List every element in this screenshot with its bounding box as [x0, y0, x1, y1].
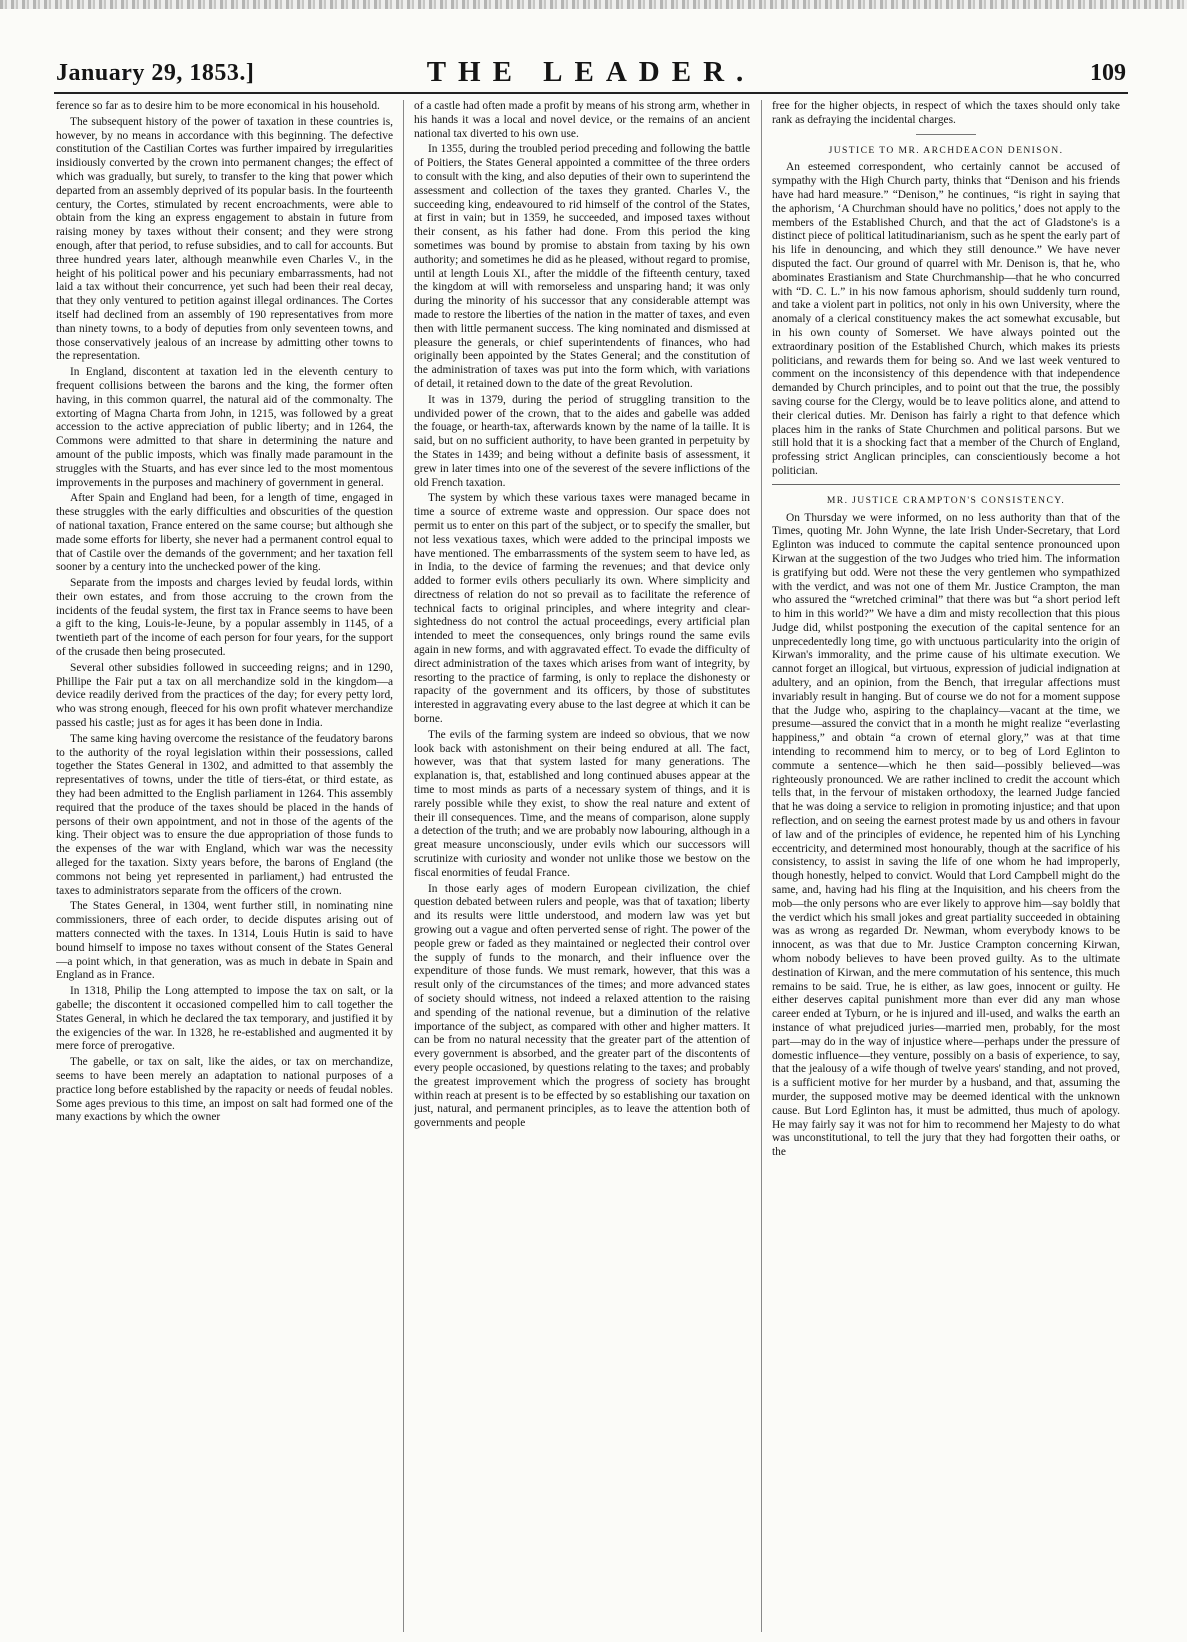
paragraph: It was in 1379, during the period of struggling transition to the undivided power of the crown, that to the aides and gabelle was added the fouage, or hearth-tax, afterwards known by the name of la taille. It is said, but on no sufficient authority, to have been granted in perpetuity by the States in 1439; and being without a definite basis of assessment, it grew in later times into one of the severest of the severe inflictions of the old French taxation. — [414, 393, 750, 489]
newspaper-title: THE LEADER. — [426, 56, 756, 88]
paragraph: free for the higher objects, in respect of which the taxes should only take rank as defraying the incidental charges. — [772, 100, 1120, 126]
paragraph: of a castle had often made a profit by means of his strong arm, whether in his hands it was a local and novel device, or the remains of an ancient national tax diverted to his own use. — [414, 100, 750, 140]
paragraph: The States General, in 1304, went further still, in nominating nine commissioners, three of each order, to decide disputes arising out of matters connected with the taxes. In 1314, Louis Hutin is said to have bound himself to impose no taxes without consent of the States General—a point which, in that generation, was as much in debate in Spain and England as in France. — [56, 900, 393, 982]
section-rule — [772, 484, 1120, 485]
masthead-rule — [54, 92, 1128, 94]
column-3 — [772, 100, 1120, 1632]
scan-edge-strip — [0, 0, 1187, 9]
paragraph: In 1318, Philip the Long attempted to impose the tax on salt, or la gabelle; the discontent it occasioned compelled him to call together the States General, in which he declared the tax temporary, and justified it by the exigencies of the war. In 1328, he re-established and augmented it by mere force of prerogative. — [56, 985, 393, 1053]
paragraph: On Thursday we were informed, on no less authority than that of the Times, quoting Mr. John Wynne, the late Irish Under-Secretary, that Lord Eglinton was induced to commute the capital sentence pronounced upon Kirwan at the suggestion of the two Judges who tried him. The information is gratifying but odd. Were not these the very gentlemen who sympathized with the verdict, and was not one of them Mr. Justice Crampton, the man who assured the “wretched criminal” that there was but “a short period left to him in this world?” We have a dim and misty recollection that this pious Judge did, whilst postponing the execution of the capital sentence for an unprecedentedly long time, go with unctuous particularity into the origin of Kirwan's immorality, and the prime cause of his ultimate execution. We cannot forget an illogical, but virtuous, expression of judicial indignation at adultery, and an opinion, from the Bench, that irregular affections must invariably result in hanging. But of course we do not for a moment suppose that the Judge who, aspiring to the chaplaincy—vacant at the time, we presume—assured the convict that in a month he might realize “everlasting happiness,” and obtain “a crown of eternal glory,” was at that time intending to recommend him to mercy, or to beg of Lord Eglinton to commute a sentence—which he then said—possibly believed—was righteously pronounced. We are rather inclined to credit the account which tells that, in the fervour of mistaken orthodoxy, the learned Judge fancied that he was doing a service to religion in promoting injustice; and that upon reflection, and on seeing the earnest protest made by us and others in favour of law and of the principles of evidence, he repented him of his Lynching eccentricity, and determined most honourably, though at the sacrifice of his consistency, to assist in saving the life of one whom he had improperly, though honestly, helped to convict. Would that Lord Campbell might do the same, and, having had his fling at the Inquisition, and his cheers from the mob—the only persons who are ever likely to approve him—say boldly that the verdict which his small jokes and great partiality succeeded in obtaining was as wrong as regarded Dr. Newman, whom everybody knows to be innocent, as was that due to Mr. Justice Crampton concerning Kirwan, whom nobody believes to have been proved guilty. As to the ultimate destination of Kirwan, and the mere commutation of his sentence, this much remains to be said. True, he is either, as law goes, innocent or guilty. He either deserves capital punishment more than ever did any man whose career ended at Tyburn, or he is injured and ill-used, and walks the earth an instance of what prejudiced juries—married men, probably, for the most part—may do in the way of injustice where—perhaps under the pressure of domestic influence—they venture, possibly on a basis of experience, to say, that the jealousy of a wife though of twelve years' standing, and not proved, is a sufficient motive for her murder by a husband, and that, assuming the murder, the supposed motive may be deemed identical with the unknown cause. But Lord Eglinton has, it must be admitted, thus much of apology. He may fairly say it was not for him to recommend her Majesty to do what was unconstitutional, to tell the jury that they had forgotten their oaths, or the — [772, 511, 1120, 1159]
section-heading-crampton: MR. JUSTICE CRAMPTON'S CONSISTENCY. — [826, 494, 1066, 506]
column-1 — [56, 100, 393, 1632]
paragraph: An esteemed correspondent, who certainly cannot be accused of sympathy with the High Church party, thinks that “Denison and his friends have had hard measure.” “Denison,” he continues, “is right in saying that the aphorism, ‘A Churchman should have no politics,’ does not apply to the members of the Established Church, and that the act of Gladstone's is a distinct piece of political latitudinarianism, such as he spent the early part of his life in denouncing, and which they still denounce.” We have never disputed the fact. Our ground of quarrel with Mr. Denison is, that he, who abominates Erastianism and State Churchmanship—that he who concurred with “D. C. L.” in his now famous aphorism, should suddenly turn round, and take a violent part in politics, not only in his own University, where the anomaly of a clerical constituency makes the act somewhat excusable, but in his own county of Somerset. We have always pointed out the extraordinary position of the Established Church, which makes its priests politicians, and rewards them for being so. And we last week ventured to comment on the inconsistency of this dependence with that independence demanded by Church principles, and to point out that the true, the possibly saving course for the Clergy, would be to leave politics alone, and attend to their clerical duties. Mr. Denison has fairly a right to that defence which places him in the ranks of State Churchmen and political parsons. But we still hold that it is a shocking fact that a member of the Church of England, professing strict Anglican principles, can conscientiously become a hot politician. — [772, 161, 1120, 477]
paragraph: The same king having overcome the resistance of the feudatory barons to the authority of the royal legislation within their possessions, called together the States General in 1302, and admitted to that assembly the representatives of towns, under the title of tiers-état, or third estate, as they had been admitted to the English parliament in 1264. This assembly required that the produce of the taxes should be placed in the hands of persons of their own appointment, and not in those of the agents of the king. Their object was to ensure the due appropriation of those funds to the expenses of the war with England, which war was the necessity alleged for the taxation. Sixty years before, the barons of England (the commons not being yet represented in parliament,) had entrusted the taxes to administrators separate from the officers of the crown. — [56, 732, 393, 897]
paragraph: Separate from the imposts and charges levied by feudal lords, within their own estates, and from those accruing to the crown from the incidents of the feudal system, the first tax in France seems to have been a gift to the king, Louis-le-Jeune, by a popular assembly in 1145, of a twentieth part of the income of each person for four years, for the support of the crusade then being prosecuted. — [56, 577, 393, 659]
column-divider — [761, 100, 762, 1632]
paragraph: In 1355, during the troubled period preceding and following the battle of Poitiers, the States General appointed a committee of the three orders to consult with the king, and also deputies of their own to superintend the assessment and collection of the taxes they granted. Charles V., the succeeding king, endeavoured to rid himself of the control of the States, at first in vain; but in 1359, he succeeded, and imposed taxes without their consent, as his father had done. From this period the king sometimes was bound by promise to abstain from taxing by his own authority; and sometimes he did as he pleased, without regard to promise, until at length Louis XI., after the middle of the fifteenth century, taxed the kingdom at will with remorseless and unsparing hand; it was only during the minority of his successor that any considerable attempt was made to restore the liberties of the nation in the matter of taxes, and even then with little permanent success. The king nominated and dismissed at pleasure the generals, or chief superintendents of finances, who had originally been appointed by the States General; and the constitution of the administration of taxes was put into the form which, with variations of detail, it retained down to the date of the great Revolution. — [414, 143, 750, 390]
paragraph: In those early ages of modern European civilization, the chief question debated between rulers and people, was that of taxation; liberty and its results were little understood, and modern law was yet but growing out a vague and often perverted sense of right. The power of the people grew or faded as they maintained or neglected their control over the supply of funds to the monarch, and their influence over the expenditure of those funds. We must remark, however, that this was a result only of the circumstances of the times; and more advanced states of society should witness, not indeed a relaxed attention to the raising and spending of the national revenue, but a diminution of the relative importance of the subject, as compared with other and higher matters. It can be from no natural necessity that the greater part of the attention of every government is absorbed, and the greater part of the discontents of every people occasioned, by questions relating to the taxes; and probably the greatest improvement which the progress of society has brought within reach at present is to be effected by so establishing our taxation on just, natural, and permanent principles, as to leave the attention both of governments and people — [414, 882, 750, 1130]
issue-date: January 29, 1853.] — [56, 60, 255, 86]
section-heading-denison: JUSTICE TO MR. ARCHDEACON DENISON. — [828, 144, 1064, 156]
section-rule — [916, 134, 976, 135]
paragraph: The system by which these various taxes were managed became in time a source of extreme waste and oppression. Our space does not permit us to enter on this part of the subject, or to specify the smaller, but not less vexatious taxes, which were added to the principal imposts we have mentioned. The embarrassments of the system seem to have led, as in India, to the device of farming the revenues; and that device only added to former evils others peculiarly its own. Where simplicity and directness of relation do not so prevail as to facilitate the reference of technical facts to original principles, and where integrity and clear-sightedness do not control the actual proceedings, every artificial plan intended to meet the consequences, only brings round the same evils again in new forms, and with aggravated effect. To evade the difficulty of direct administration of the taxes which arises from want of integrity, by resorting to the practice of farming, is only to replace the dishonesty or rapacity of the government and its officers, by those of substitutes interested in aggravating every abuse to the last degree at which it can be borne. — [414, 492, 750, 726]
paragraph: ference so far as to desire him to be more economical in his household. — [56, 100, 380, 112]
paragraph: Several other subsidies followed in succeeding reigns; and in 1290, Phillipe the Fair put a tax on all merchandize sold in the kingdom—a device readily derived from the practices of the day; for every petty lord, who was strong enough, fleeced for his own profit whatever merchandize passed his castle; just as for ages it has been done in India. — [56, 661, 393, 730]
column-divider — [403, 100, 404, 1632]
paragraph: In England, discontent at taxation led in the eleventh century to frequent collisions between the barons and the king, the former often having, in this common quarrel, the natural aid of the commonalty. The extorting of Magna Charta from John, in 1215, was followed by a great accession to the active appreciation of public liberty; and in 1264, the Commons were admitted to that share in determining the nature and amount of the public imposts, which was finally made paramount in the struggles with the Stuarts, and has ever since led to the most momentous improvements in the purposes and machinery of government in general. — [56, 366, 393, 489]
masthead — [56, 54, 1126, 92]
paragraph: The evils of the farming system are indeed so obvious, that we now look back with astonishment on their being endured at all. The fact, however, was that that system lasted for many generations. The explanation is, that, established and long continued abuses appear at the time to most minds as parts of a necessary system of things, and it is rarely possible while they exist, to show the real nature and extent of their ill consequences. Time, and the means of comparison, alone supply a detection of the truth; and we are probably now labouring, although in a great measure unconsciously, under evils which our successors will scrutinize with curiosity and wonder not unlike those we bestow on the fiscal enormities of feudal France. — [414, 728, 750, 879]
page-number: 109 — [1090, 60, 1126, 86]
column-2 — [414, 100, 750, 1632]
paragraph: The gabelle, or tax on salt, like the aides, or tax on merchandize, seems to have been merely an adaptation to national purposes of a practice long before established by the rapacity or needs of feudal nobles. Some ages previous to this time, an impost on salt had formed one of the many exactions by which the owner — [56, 1056, 393, 1124]
paragraph: The subsequent history of the power of taxation in these countries is, however, by no means in accordance with this beginning. The defective constitution of the Castilian Cortes was further impaired by irregularities insidiously converted by the crown into permanent changes; the effect of which was gradually, but surely, to transfer to the king that power which departed from an assembly deprived of its popular basis. In the fourteenth century, the Cortes, stimulated by recent encroachments, were able to obtain from the king an express engagement to abstain in future from raising money by taxes without their consent; and they were strong enough, after that period, to refuse subsidies, and to call for accounts. But three hundred years later, although meanwhile even Charles V., in the height of his political power and his pecuniary embarrassments, had not laid a tax without their concurrence, yet such had been their real decay, that they only ventured to petition against illegal ordinances. The Cortes itself had declined from an assembly of 190 representatives from more than ninety towns, to a body of deputies from only seventeen towns, and those conservatively jealous of an increase by admitting other towns to the representation. — [56, 115, 393, 363]
paragraph: After Spain and England had been, for a length of time, engaged in these struggles with the early difficulties and obscurities of the question of national taxation, France entered on the same course; but although she made some efforts for liberty, she never had a permanent control equal to that of Castile over the demands of the government; and her taxation fell sooner by a century into the unchecked power of the king. — [56, 492, 393, 574]
